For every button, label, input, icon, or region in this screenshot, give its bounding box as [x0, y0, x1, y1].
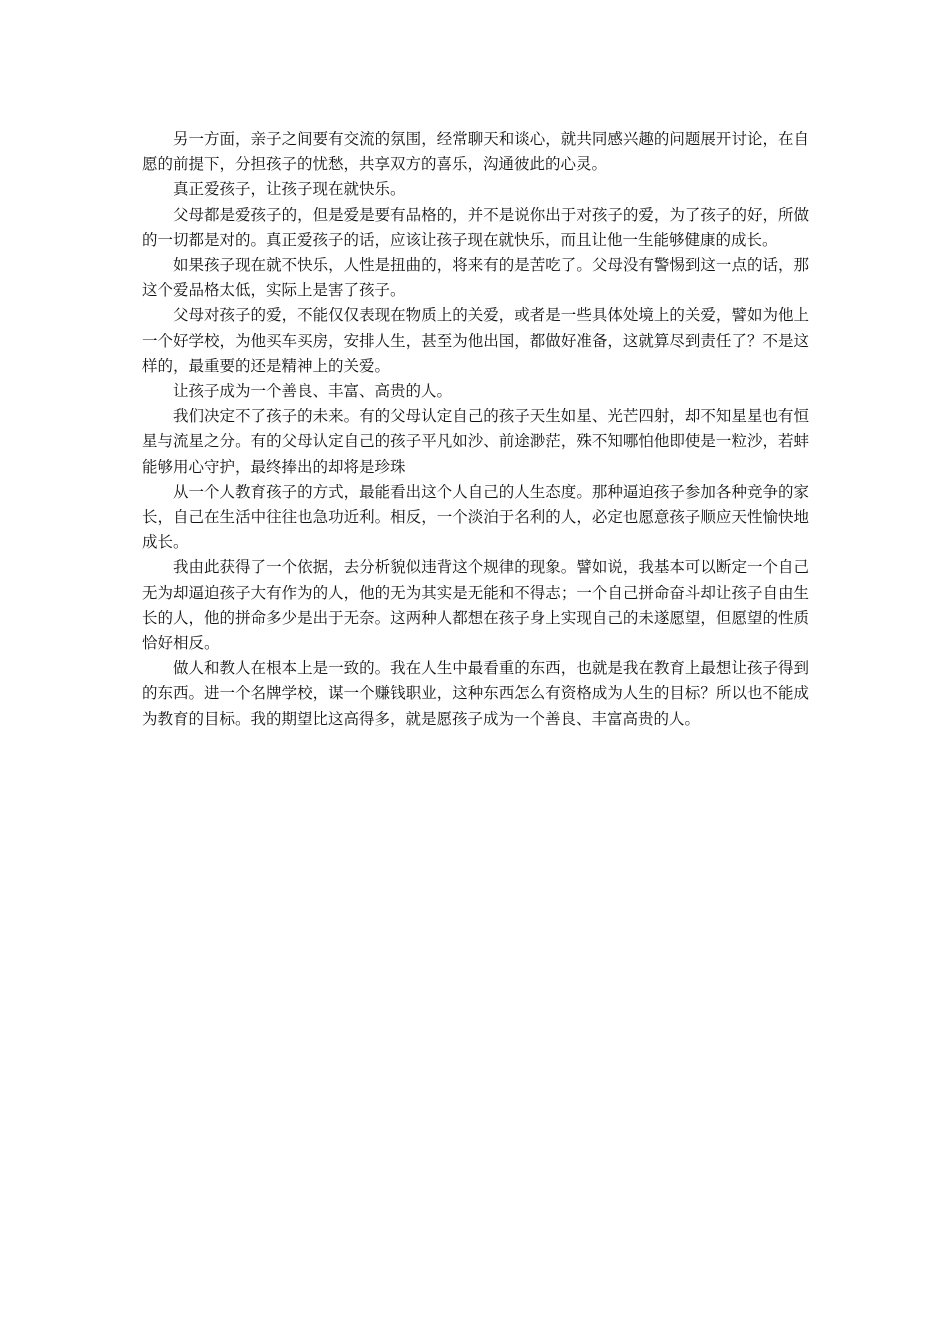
paragraph-6: 让孩子成为一个善良、丰富、高贵的人。 — [173, 382, 453, 401]
article-body — [142, 127, 809, 732]
paragraph-10: 做人和教人在根本上是一致的。我在人生中最看重的东西，也就是我在教育上最想让孩子得到的东西。进一个名牌学校，谋一个赚钱职业，这种东西怎么有资格成为人生的目标？所以也不能成为教育的目标。我的期望比这高得多，就是愿孩子成为一个善良、丰富高贵的人。 — [142, 659, 809, 728]
paragraph-7: 我们决定不了孩子的未来。有的父母认定自己的孩子天生如星、光芒四射，却不知星星也有恒星与流星之分。有的父母认定自己的孩子平凡如沙、前途渺茫，殊不知哪怕他即使是一粒沙，若蚌能够用心守护，最终捧出的却将是珍珠 — [142, 407, 809, 476]
paragraph-5: 父母对孩子的爱，不能仅仅表现在物质上的关爱，或者是一些具体处境上的关爱，譬如为他上一个好学校，为他买车买房，安排人生，甚至为他出国，都做好准备，这就算尽到责任了？不是这样的，最重要的还是精神上的关爱。 — [142, 306, 809, 375]
paragraph-4: 如果孩子现在就不快乐，人性是扭曲的，将来有的是苦吃了。父母没有警惕到这一点的话，那这个爱品格太低，实际上是害了孩子。 — [142, 256, 809, 300]
paragraph-3: 父母都是爱孩子的，但是爱是要有品格的，并不是说你出于对孩子的爱，为了孩子的好，所做的一切都是对的。真正爱孩子的话，应该让孩子现在就快乐，而且让他一生能够健康的成长。 — [142, 205, 809, 249]
paragraph-8: 从一个人教育孩子的方式，最能看出这个人自己的人生态度。那种逼迫孩子参加各种竞争的家长，自己在生活中往往也急功近利。相反，一个淡泊于名利的人，必定也愿意孩子顺应天性愉快地成长。 — [142, 482, 809, 552]
paragraph-1: 另一方面，亲子之间要有交流的氛围，经常聊天和谈心，就共同感兴趣的问题展开讨论，在自愿的前提下，分担孩子的忧愁，共享双方的喜乐，沟通彼此的心灵。 — [142, 130, 809, 174]
paragraph-9: 我由此获得了一个依据，去分析貌似违背这个规律的现象。譬如说，我基本可以断定一个自己无为却逼迫孩子大有作为的人，他的无为其实是无能和不得志；一个自己拼命奋斗却让孩子自由生长的人，他的拼命多少是出于无奈。这两种人都想在孩子身上实现自己的未遂愿望，但愿望的性质恰好相反。 — [142, 558, 809, 653]
paragraph-2: 真正爱孩子，让孩子现在就快乐。 — [173, 180, 406, 199]
